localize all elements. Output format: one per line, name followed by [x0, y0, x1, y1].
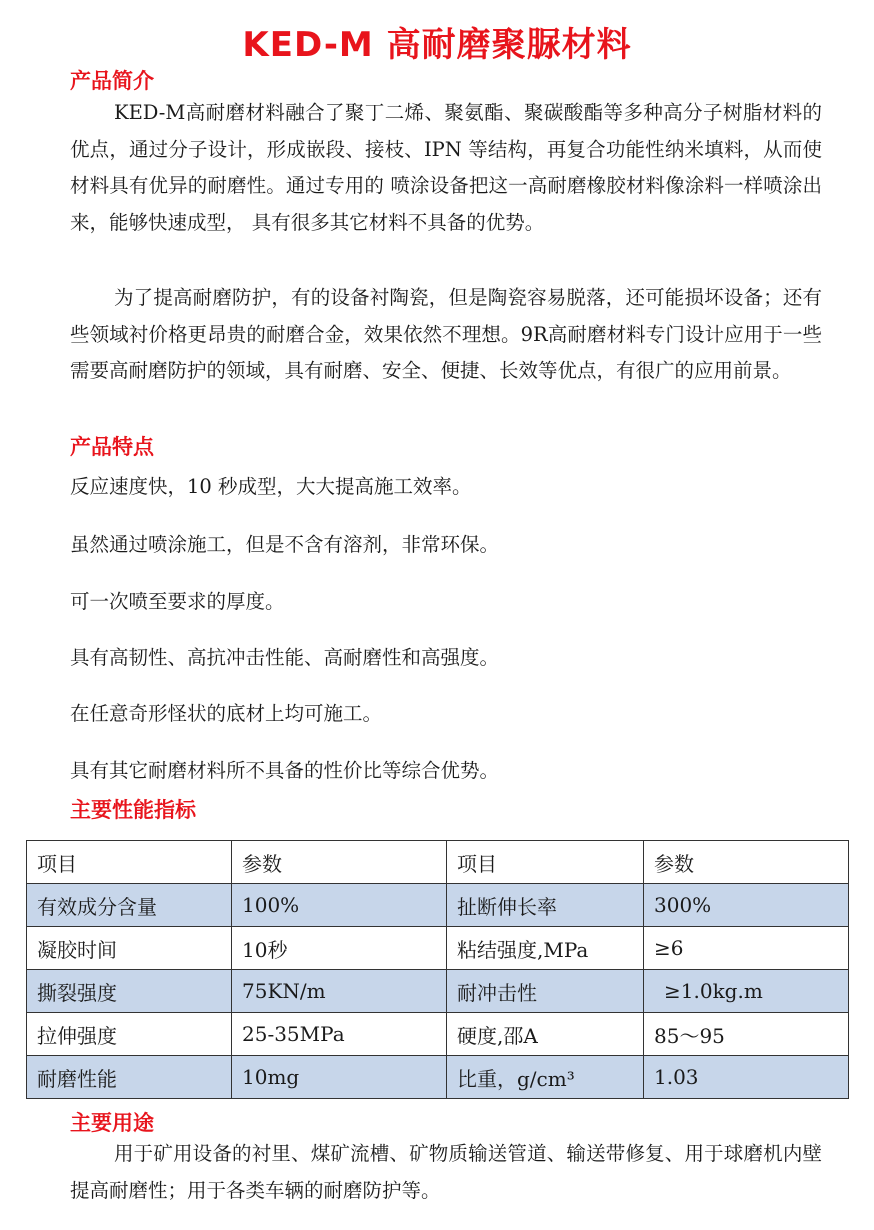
- table-row: [27, 884, 849, 927]
- table-cell: 耐冲击性: [447, 970, 644, 1013]
- features-heading: 产品特点: [70, 435, 154, 459]
- header-cell: 项目: [27, 841, 232, 884]
- uses-heading: 主要用途: [70, 1111, 154, 1135]
- table-cell: 撕裂强度: [27, 970, 232, 1013]
- table-row: [27, 1056, 849, 1099]
- table-cell: 10mg: [232, 1056, 447, 1099]
- header-cell: 参数: [644, 841, 849, 884]
- table-cell: ≥1.0kg.m: [644, 970, 849, 1013]
- feature-item-4: 具有高韧性、高抗冲击性能、高耐磨性和高强度。: [70, 646, 500, 669]
- feature-item-1: 反应速度快，10 秒成型，大大提高施工效率。: [70, 475, 472, 498]
- table-cell: 耐磨性能: [27, 1056, 232, 1099]
- table-cell: 有效成分含量: [27, 884, 232, 927]
- table-cell: 拉伸强度: [27, 1013, 232, 1056]
- feature-item-5: 在任意奇形怪状的底材上均可施工。: [70, 702, 383, 725]
- table-header-row: [27, 841, 849, 884]
- table-cell: ≥6: [644, 927, 849, 970]
- table-cell: 1.03: [644, 1056, 849, 1099]
- table-cell: 85～95: [644, 1013, 849, 1056]
- table-row: [27, 1013, 849, 1056]
- header-cell: 项目: [447, 841, 644, 884]
- table-cell: 300%: [644, 884, 849, 927]
- specs-table: [26, 840, 849, 1099]
- table-row: [27, 927, 849, 970]
- table-cell: 凝胶时间: [27, 927, 232, 970]
- intro-paragraph-2: 为了提高耐磨防护，有的设备衬陶瓷，但是陶瓷容易脱落，还可能损坏设备；还有些领域衬价格更昂贵的耐磨合金，效果依然不理想。9R高耐磨材料专门设计应用于一些需要高耐磨防护的领域，具有耐磨、安全、便捷、长效等优点，有很广的应用前景。: [70, 286, 822, 382]
- feature-item-2: 虽然通过喷涂施工，但是不含有溶剂，非常环保。: [70, 533, 500, 556]
- feature-item-6: 具有其它耐磨材料所不具备的性价比等综合优势。: [70, 759, 500, 782]
- table-cell: 粘结强度,MPa: [447, 927, 644, 970]
- header-cell: 参数: [232, 841, 447, 884]
- intro-paragraph-1: KED-M高耐磨材料融合了聚丁二烯、聚氨酯、聚碳酸酯等多种高分子树脂材料的优点，通过分子设计，形成嵌段、接枝、IPN 等结构，再复合功能性纳米填料，从而使材料具有优异的耐磨性。通过专用的 喷涂设备把这一高耐磨橡胶材料像涂料一样喷涂出来，能够快速成型， 具有很多其它材料不具备的优势。: [70, 101, 822, 234]
- table-cell: 100%: [232, 884, 447, 927]
- document-title: KED-M 高耐磨聚脲材料: [242, 25, 632, 65]
- table-cell: 75KN/m: [232, 970, 447, 1013]
- table-cell: 比重，g/cm³: [447, 1056, 644, 1099]
- specs-heading: 主要性能指标: [70, 798, 196, 822]
- intro-heading: 产品简介: [70, 69, 154, 93]
- uses-paragraph: 用于矿用设备的衬里、煤矿流槽、矿物质输送管道、输送带修复、用于球磨机内壁提高耐磨性；用于各类车辆的耐磨防护等。: [70, 1142, 822, 1202]
- table-cell: 25-35MPa: [232, 1013, 447, 1056]
- feature-item-3: 可一次喷至要求的厚度。: [70, 590, 285, 613]
- table-cell: 扯断伸长率: [447, 884, 644, 927]
- table-cell: 硬度,邵A: [447, 1013, 644, 1056]
- table-row: [27, 970, 849, 1013]
- table-cell: 10秒: [232, 927, 447, 970]
